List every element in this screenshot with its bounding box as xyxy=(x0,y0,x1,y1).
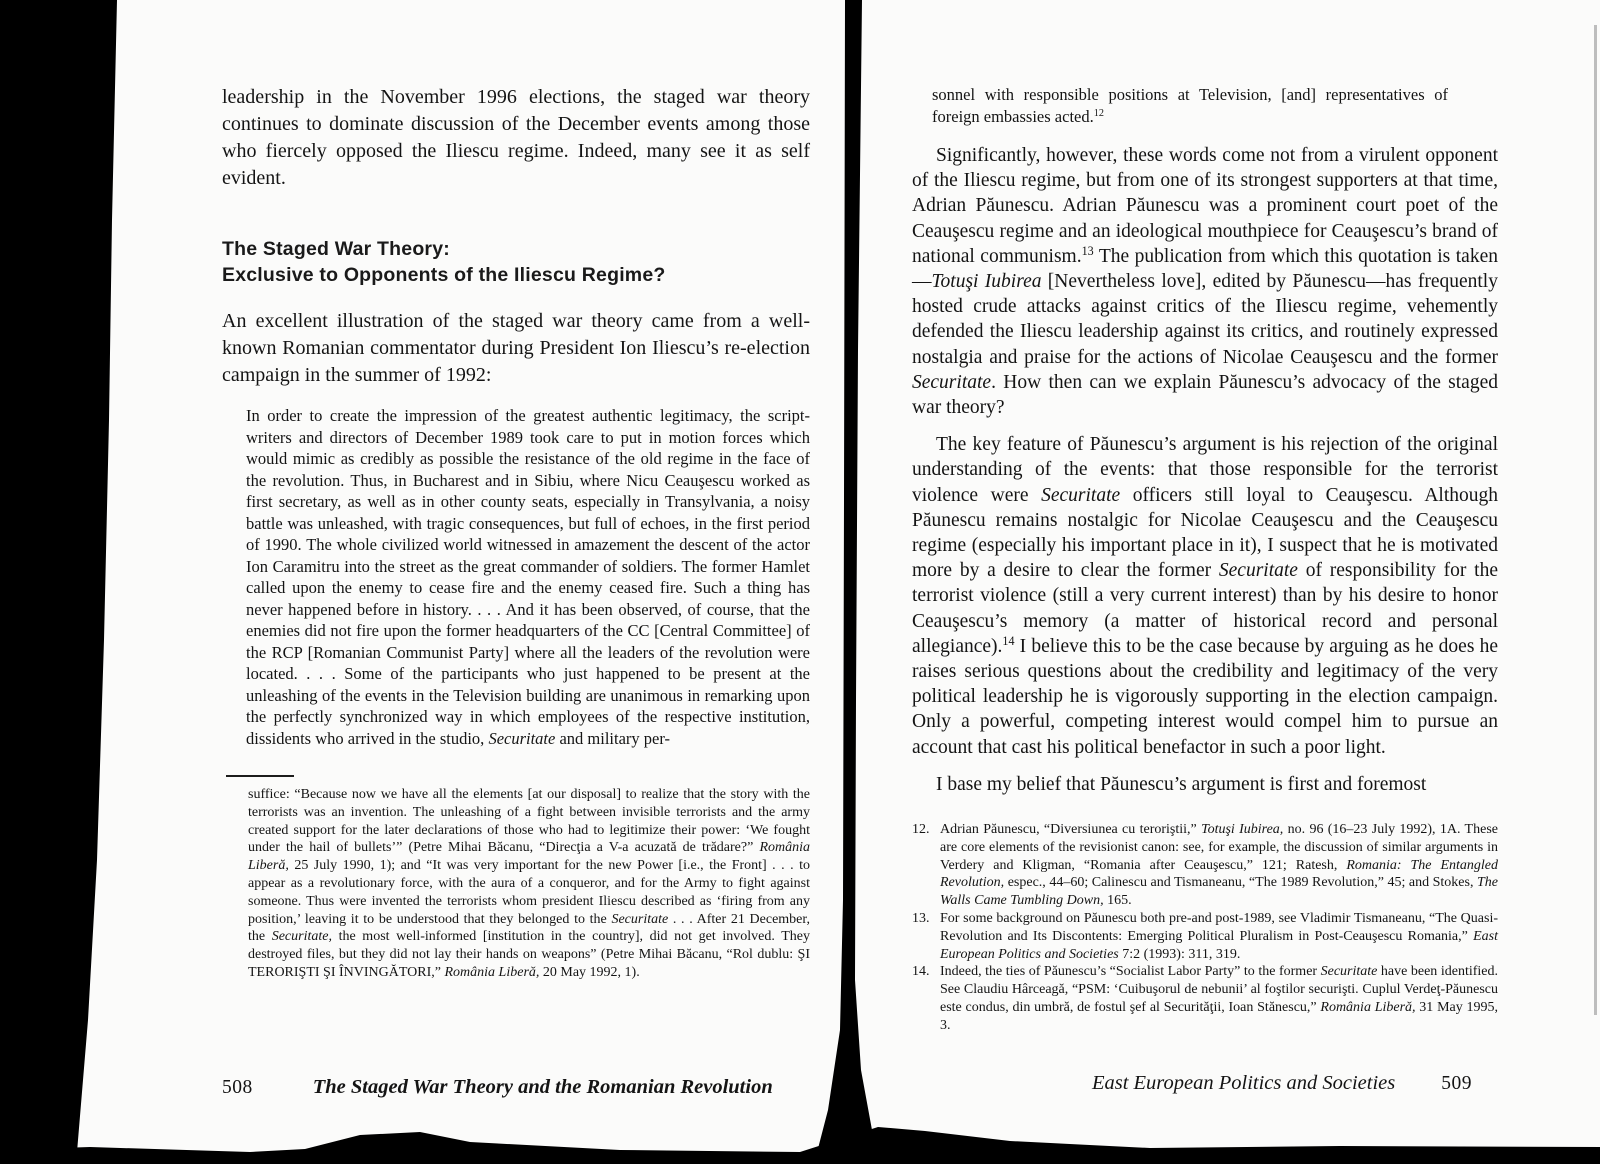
right-paragraph-2: The key feature of Păunescu’s argument is his rejection of the original understanding of the events: that those responsible for the terrorist violence were Securitate officers still loyal to Ceauşescu. Although Păunescu remains nostalgic for Nicolae Ceauşescu and the Ceauşescu regime (especially his important place in it), I suspect that he is motivated more by a desire to clear the former Securitate of responsibility for the terrorist violence (still a very current interest) than by his desire to honor Ceauşescu’s memory (a matter of historical record and personal allegiance).$^{14}$ I believe this to be the case because by arguing as he does he raises serious questions about the credibility and legitimacy of the very political leadership he is vigorously supporting in the election campaign. Only a powerful, competing interest would compel him to pursue an account that cast his political benefactor in such a poor light. xyxy=(912,434,1499,758)
section-heading-line1: The Staged War Theory: xyxy=(222,238,450,260)
left-page-footer xyxy=(222,1076,842,1099)
right-paragraph-3: I base my belief that Păunescu’s argument is first and foremost xyxy=(936,773,1427,795)
footnote-12-number: 12. xyxy=(912,822,930,838)
section-heading xyxy=(222,236,810,288)
scan-right-edge-line xyxy=(1594,25,1597,1015)
block-quote: In order to create the impression of the greatest authentic legitimacy, the script-writers and directors of December 1989 took care to put in motion forces which would mimic as credibly as possible the resistance of the old regime in the face of the revolution. Thus, in Bucharest and in Sibiu, where Nicu Ceauşescu worked as first secretary, as well as in other county seats, especially in Transylvania, a noisy battle was unleashed, with tragic consequences, but full of echoes, in the first period of 1990. The whole civilized world witnessed in amazement the descent of the actor Ion Caramitru into the street as the great commander of soldiers. The former Hamlet called upon the enemy to cease fire and the enemy ceased fire. Such a thing has never happened before in history. . . . And it has been observed, of course, that the enemies did not fire upon the former headquarters of the CC [Central Committee] of the RCP [Romanian Communist Party] where all the leaders of the revolution were located. . . . Some of the participants who just happened to be present at the unleashing of the events in the Television building are unanimous in remarking upon the perfectly synchronized way in which employees of the respective institution, dissidents who arrived in the studio, Securitate and military per- xyxy=(246,406,810,748)
footnote-14-text: Indeed, the ties of Păunescu’s “Socialist Labor Party” to the former Securitate have been identified. See Claudiu Hârceagă, “PSM: ‘Cuibuşorul de nebunii’ al foştilor securişti. Cuplul Verdeţ-Păunescu este condus, din umbră, de fostul şef al Securităţii, Ioan Stănescu,” România Liberă, 31 May 1995, 3. xyxy=(940,964,1498,1033)
footnote-13-number: 13. xyxy=(912,911,930,927)
footnote-separator-rule xyxy=(226,775,294,777)
scan-left-band xyxy=(0,0,117,1164)
right-page-number: 509 xyxy=(1441,1073,1472,1094)
scan-gutter-shadow xyxy=(814,0,880,1164)
footnote-13 xyxy=(912,910,1498,963)
footnote-14 xyxy=(912,963,1498,1034)
right-page xyxy=(912,84,1498,1035)
section-heading-line2: Exclusive to Opponents of the Iliescu Regime? xyxy=(222,264,666,286)
footnote-continuation: suffice: “Because now we have all the elements [at our disposal] to realize that the story with the terrorists was an invention. The unleashing of a fight between invisible terrorists and the army created support for the later declarations of those who had to legitimize their power: ‘We fought under the hail of bullets’” (Petre Mihai Băcanu, “Direcţia a V-a acuzată de trădare?” România Liberă, 25 July 1990, 1); and “It was very important for the new Power [i.e., the Front] . . . to appear as a revolutionary force, with the aura of a conqueror, and for the Army to fight against someone. Thus were invented the terrorists whom president Iliescu described as ‘firing from any position,’ leaving it to be understood that they belonged to the Securitate . . . After 21 December, the Securitate, the most well-informed [institution in the country], did not get involved. They destroyed files, but they did not lay their hands on weapons” (Petre Mihai Băcanu, “Rol dublu: ŞI TERORIŞTI ŞI ÎNVINGĂTORI,” România Liberă, 20 May 1992, 1). xyxy=(248,787,811,980)
left-running-title: The Staged War Theory and the Romanian Revolution xyxy=(312,1076,773,1098)
footnote-12 xyxy=(912,821,1498,910)
left-intro-paragraph: An excellent illustration of the staged war theory came from a well-known Romanian commentator during President Ion Iliescu’s re-election campaign in the summer of 1992: xyxy=(222,310,810,386)
footnotes-block xyxy=(912,821,1498,1035)
scan-bottom-band xyxy=(0,1127,1600,1164)
right-running-title: East European Politics and Societies xyxy=(1091,1072,1396,1094)
footnote-14-number: 14. xyxy=(912,964,930,980)
left-body-paragraph: leadership in the November 1996 elections, the staged war theory continues to dominate discussion of the December events among those who fiercely opposed the Iliescu regime. Indeed, many see it as self evident. xyxy=(222,86,810,189)
block-quote-continuation: sonnel with responsible positions at Television, [and] representatives of foreign embassies acted.$^{12}$ xyxy=(932,85,1448,126)
footnote-13-text: For some background on Păunescu both pre-and post-1989, see Vladimir Tismaneanu, “The Quasi-Revolution and Its Discontents: Emerging Political Pluralism in Post-Ceauşescu Romania,” East European Politics and Societies 7:2 (1993): 311, 319. xyxy=(940,911,1498,962)
footnote-12-text: Adrian Păunescu, “Diversiunea cu teroriştii,” Totuşi Iubirea, no. 96 (16–23 July 1992), 1A. These are core elements of the revisionist canon: see, for example, the discussion of similar arguments in Verdery and Kligman, “Romania after Ceauşescu,” 121; Ratesh, Romania: The Entangled Revolution, espec., 44–60; Calinescu and Tismaneanu, “The 1989 Revolution,” 45; and Stokes, The Walls Came Tumbling Down, 165. xyxy=(940,822,1498,909)
right-page-footer xyxy=(912,1072,1500,1095)
right-paragraph-1: Significantly, however, these words come not from a virulent opponent of the Iliescu regime, but from one of its strongest supporters at that time, Adrian Păunescu. Adrian Păunescu was a prominent court poet of the Ceauşescu regime and an ideological mouthpiece for Ceauşescu’s brand of national communism.$^{13}$ The publication from which this quotation is taken—Totuşi Iubirea [Nevertheless love], edited by Păunescu—has frequently hosted crude attacks against critics of the Iliescu regime, vehemently defended the Iliescu leadership against its critics, and routinely expressed nostalgia and praise for the actions of Nicolae Ceauşescu and the former Securitate. How then can we explain Păunescu’s advocacy of the staged war theory? xyxy=(912,145,1498,419)
left-page-number: 508 xyxy=(222,1077,253,1098)
left-page xyxy=(222,84,810,982)
